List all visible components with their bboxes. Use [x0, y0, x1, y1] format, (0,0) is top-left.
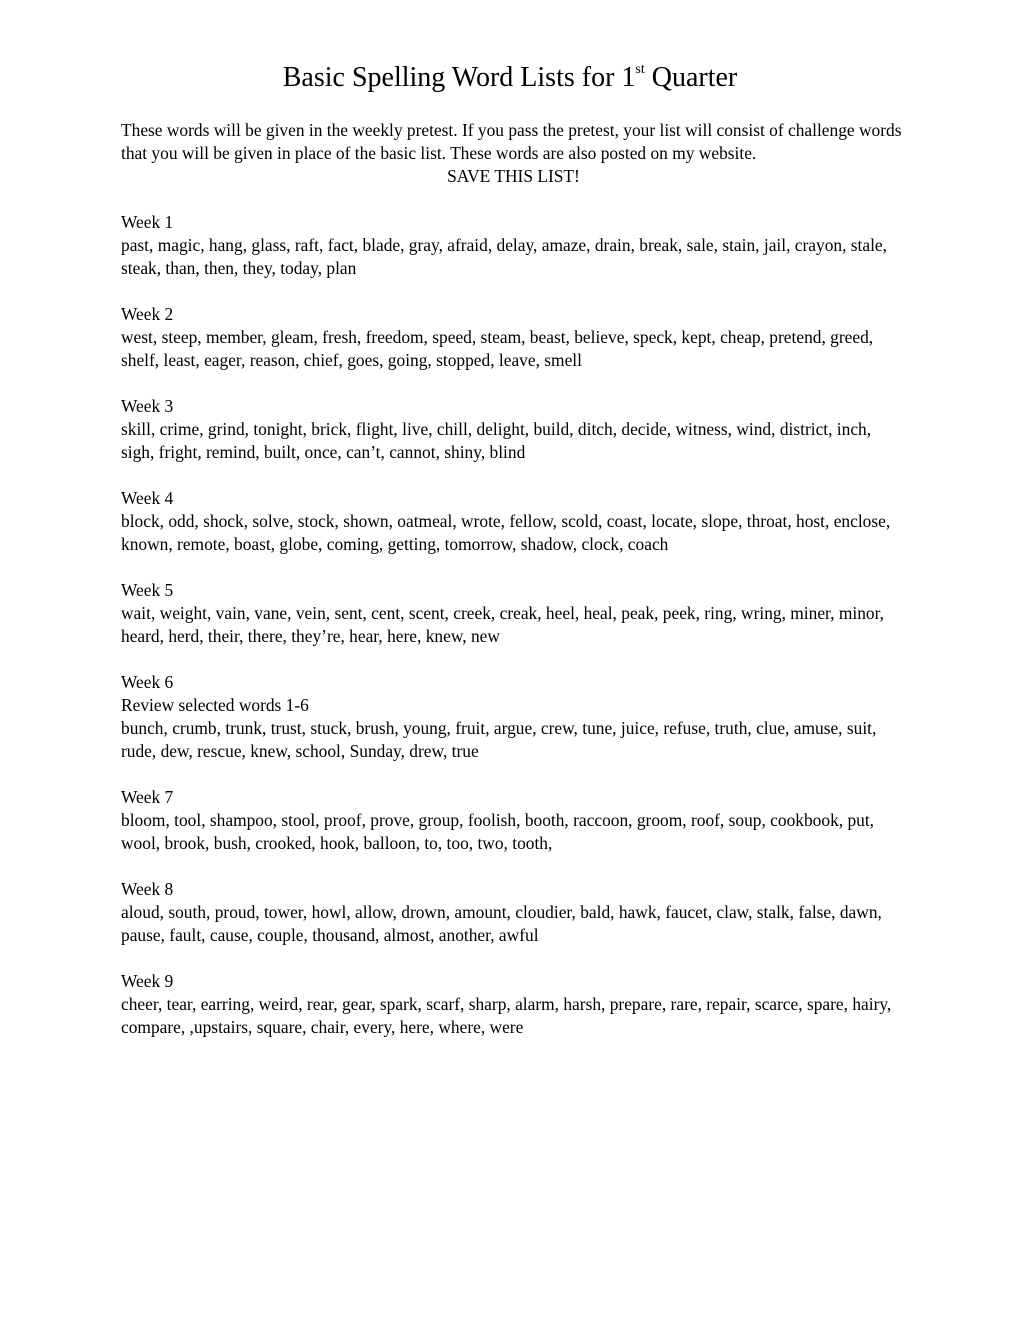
- week-label: Week 9: [121, 971, 174, 991]
- week-label: Week 7: [121, 787, 174, 807]
- week-block: [121, 303, 906, 372]
- week-block: [121, 211, 906, 280]
- week-word-list: skill, crime, grind, tonight, brick, flight, live, chill, delight, build, ditch, decide, witness, wind, district, inch, sigh, fright, remind, built, once, can’t, cannot, shiny, blind: [121, 419, 872, 462]
- title-end: Quarter: [644, 62, 738, 93]
- week-block: [121, 579, 906, 648]
- week-lists: [121, 211, 906, 1039]
- week-label: Week 5: [121, 580, 174, 600]
- week-label: Week 1: [121, 212, 174, 232]
- week-block: [121, 395, 906, 464]
- week-block: [121, 786, 906, 855]
- week-label: Week 3: [121, 396, 174, 416]
- week-label: Week 8: [121, 879, 174, 899]
- week-word-list: bloom, tool, shampoo, stool, proof, prove, group, foolish, booth, raccoon, groom, roof, soup, cookbook, put, wool, brook, bush, crooked, hook, balloon, to, too, two, tooth,: [121, 810, 875, 853]
- week-word-list: west, steep, member, gleam, fresh, freedom, speed, steam, beast, believe, speck, kept, cheap, pretend, greed, shelf, least, eager, reason, chief, goes, going, stopped, leave, smell: [121, 327, 874, 370]
- save-notice: SAVE THIS LIST!: [447, 166, 580, 186]
- week-word-list: past, magic, hang, glass, raft, fact, blade, gray, afraid, delay, amaze, drain, break, sale, stain, jail, crayon, stale, steak, than, then, they, today, plan: [121, 235, 887, 278]
- week-label: Week 2: [121, 304, 174, 324]
- week-word-list: aloud, south, proud, tower, howl, allow, drown, amount, cloudier, bald, hawk, faucet, claw, stalk, false, dawn, pause, fault, cause, couple, thousand, almost, another, awful: [121, 902, 882, 945]
- page-title: [0, 58, 1020, 98]
- document-body: [121, 119, 906, 1039]
- week-word-list: block, odd, shock, solve, stock, shown, oatmeal, wrote, fellow, scold, coast, locate, slope, throat, host, enclose, known, remote, boast, globe, coming, getting, tomorrow, shadow, clock, coach: [121, 511, 891, 554]
- week-block: [121, 970, 906, 1039]
- week-label: Week 6: [121, 672, 174, 692]
- week-block: [121, 487, 906, 556]
- week-block: [121, 878, 906, 947]
- title-superscript: st: [635, 62, 645, 77]
- week-block: [121, 671, 906, 763]
- title-main: Basic Spelling Word Lists for 1: [282, 62, 636, 93]
- week-word-list: wait, weight, vain, vane, vein, sent, cent, scent, creek, creak, heel, heal, peak, peek, ring, wring, miner, minor, heard, herd, their, there, they’re, hear, here, knew, new: [121, 603, 885, 646]
- week-note: Review selected words 1-6: [121, 695, 309, 715]
- week-label: Week 4: [121, 488, 174, 508]
- intro-paragraph: These words will be given in the weekly pretest. If you pass the pretest, your list will consist of challenge words that you will be given in place of the basic list. These words are also posted on my website.: [121, 120, 902, 163]
- week-word-list: cheer, tear, earring, weird, rear, gear, spark, scarf, sharp, alarm, harsh, prepare, rare, repair, scarce, spare, hairy, compare, ,upstairs, square, chair, every, here, where, were: [121, 994, 892, 1037]
- week-word-list: bunch, crumb, trunk, trust, stuck, brush, young, fruit, argue, crew, tune, juice, refuse, truth, clue, amuse, suit, rude, dew, rescue, knew, school, Sunday, drew, true: [121, 718, 877, 761]
